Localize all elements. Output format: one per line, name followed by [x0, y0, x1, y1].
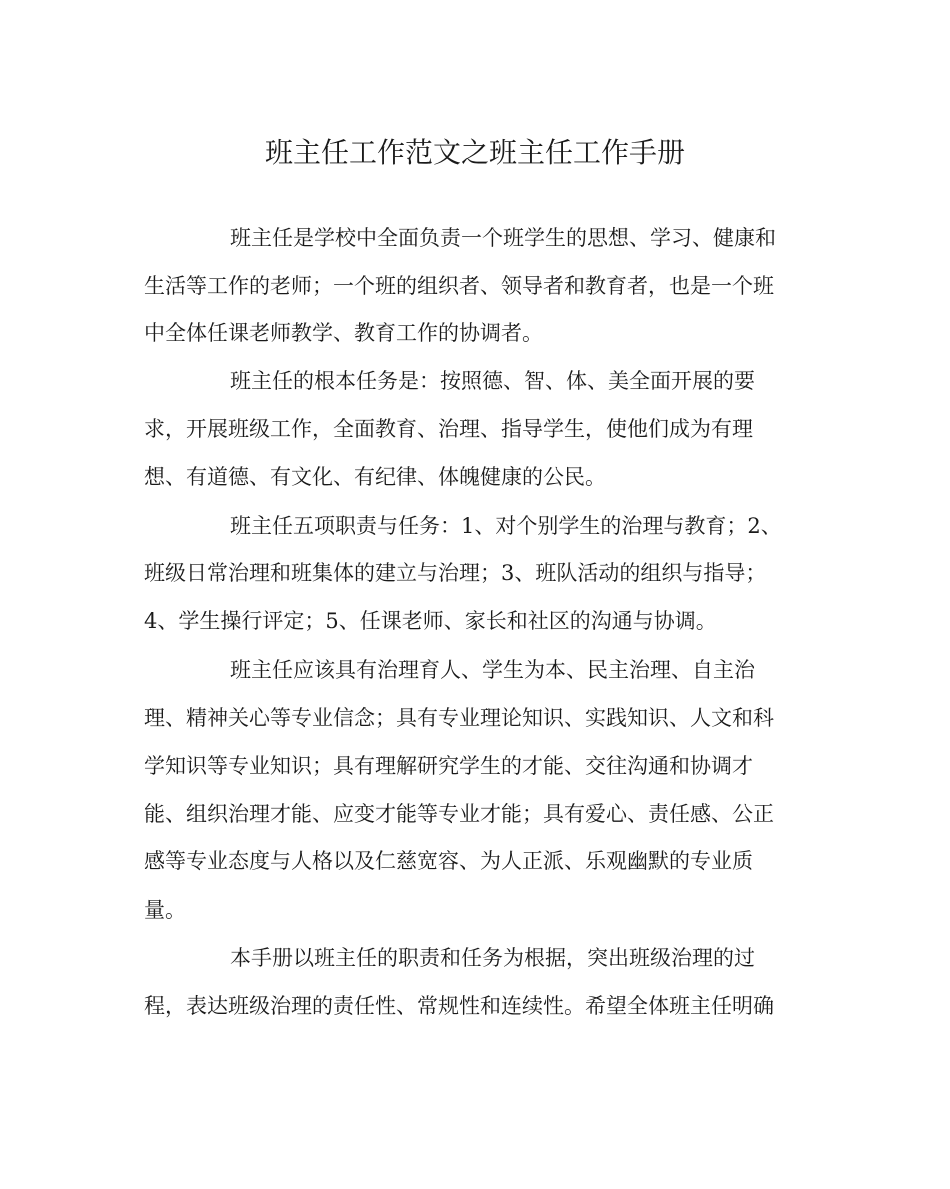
paragraph-line: 班主任应该具有治理育人、学生为本、民主治理、自主治	[230, 658, 755, 682]
paragraph-line: 感等专业态度与人格以及仁慈宽容、为人正派、乐观幽默的专业质	[144, 849, 753, 873]
paragraph-line: 求，开展班级工作，全面教育、治理、指导学生，使他们成为有理	[144, 417, 753, 441]
paragraph-line: 能、组织治理才能、应变才能等专业才能；具有爱心、责任感、公正	[144, 802, 774, 826]
paragraph-line: 生活等工作的老师；一个班的组织者、领导者和教育者，也是一个班	[144, 274, 774, 298]
paragraph-line: 班主任是学校中全面负责一个班学生的思想、学习、健康和	[230, 226, 776, 250]
paragraph-line: 量。	[144, 898, 186, 922]
paragraph-line: 本手册以班主任的职责和任务为根据，突出班级治理的过	[230, 946, 755, 970]
paragraph-line: 4、学生操行评定；5、任课老师、家长和社区的沟通与协调。	[144, 609, 717, 633]
paragraph-line: 班主任五项职责与任务：1、对个别学生的治理与教育；2、	[230, 514, 782, 538]
paragraph-line: 班级日常治理和班集体的建立与治理；3、班队活动的组织与指导；	[144, 561, 767, 585]
paragraph-line: 程，表达班级治理的责任性、常规性和连续性。希望全体班主任明确	[144, 994, 774, 1018]
paragraph-line: 中全体任课老师教学、教育工作的协调者。	[144, 321, 543, 345]
paragraph-line: 学知识等专业知识；具有理解研究学生的才能、交往沟通和协调才	[144, 754, 753, 778]
paragraph-line: 想、有道德、有文化、有纪律、体魄健康的公民。	[144, 465, 606, 489]
document-title: 班主任工作范文之班主任工作手册	[264, 136, 685, 169]
paragraph-line: 理、精神关心等专业信念；具有专业理论知识、实践知识、人文和科	[144, 706, 774, 730]
paragraph-line: 班主任的根本任务是：按照德、智、体、美全面开展的要	[230, 369, 755, 393]
